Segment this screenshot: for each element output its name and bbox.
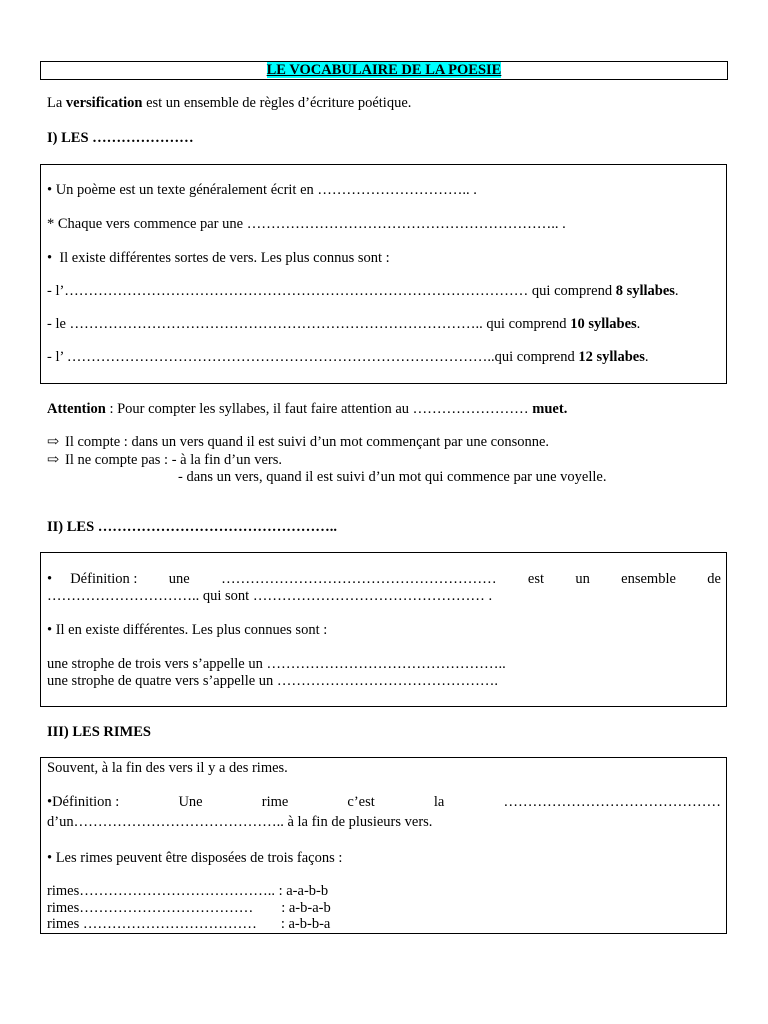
bullet-icon: • bbox=[47, 850, 53, 866]
attention-text: Attention : Pour compter les syllabes, il faut faire attention au …………………… muet. bbox=[47, 401, 568, 417]
vers-line: - l’…………………………………………………………………………………… qui comprend 8 syllabes. bbox=[47, 283, 679, 299]
section3-box bbox=[40, 757, 727, 934]
title-box bbox=[40, 61, 728, 80]
rule-ne-compte: ⇨ Il ne compte pas : - à la fin d’un vers. bbox=[47, 452, 283, 468]
section1-line2: * Chaque vers commence par une ……………………………………………………….. . bbox=[47, 216, 566, 232]
vers-line: - l’ ……………………………………………………………………………..qui comprend 12 syllabes. bbox=[47, 349, 649, 365]
strophe-line: une strophe de trois vers s’appelle un ………………………………………….. bbox=[47, 656, 506, 672]
strophe-line: une strophe de quatre vers s’appelle un ………………………………………. bbox=[47, 673, 499, 689]
rule-ne-compte-2: - dans un vers, quand il est suivi d’un mot qui commence par une voyelle. bbox=[178, 469, 607, 485]
section3-definition-line2: d’un…………………………………….. à la fin de plusieurs vers. bbox=[47, 814, 433, 830]
section2-definition: • Définition : une ………………………………………………… est un ensemble de bbox=[47, 571, 721, 587]
arrow-right-icon: ⇨ bbox=[47, 434, 60, 450]
section1-bullet1: • Un poème est un texte généralement écrit en ………………………….. . bbox=[47, 182, 477, 198]
rime-line: rimes ……………………………… : a-b-b-a bbox=[47, 916, 331, 932]
arrow-right-icon: ⇨ bbox=[47, 452, 60, 468]
section1-heading: I) LES ………………… bbox=[47, 130, 194, 146]
intro-text: La versification est un ensemble de règles d’écriture poétique. bbox=[47, 95, 412, 111]
section2-bullet: • Il en existe différentes. Les plus connues sont : bbox=[47, 622, 328, 638]
page-title: LE VOCABULAIRE DE LA POESIE bbox=[266, 62, 502, 78]
section2-definition-line2: ………………………….. qui sont ………………………………………… . bbox=[47, 588, 493, 604]
section3-definition: •Définition : Une rime c’est la ……………………………………… bbox=[47, 794, 721, 810]
bullet-icon: • bbox=[47, 571, 53, 587]
section3-bullet: • Les rimes peuvent être disposées de trois façons : bbox=[47, 850, 343, 866]
bullet-icon: • bbox=[47, 250, 53, 266]
section3-heading: III) LES RIMES bbox=[47, 724, 151, 740]
section3-intro: Souvent, à la fin des vers il y a des rimes. bbox=[47, 760, 288, 776]
rime-line: rimes………………………………….. : a-a-b-b bbox=[47, 883, 329, 899]
section1-box bbox=[40, 164, 727, 384]
bullet-icon: • bbox=[47, 622, 53, 638]
section1-bullet3: • Il existe différentes sortes de vers. Les plus connus sont : bbox=[47, 250, 390, 266]
vers-line: - le ………………………………………………………………………….. qui comprend 10 syllabes. bbox=[47, 316, 641, 332]
rime-line: rimes……………………………… : a-b-a-b bbox=[47, 900, 331, 916]
rule-compte: ⇨ Il compte : dans un vers quand il est suivi d’un mot commençant par une consonne. bbox=[47, 434, 550, 450]
bullet-icon: • bbox=[47, 794, 53, 810]
section2-box bbox=[40, 552, 727, 707]
bullet-icon: • bbox=[47, 182, 53, 198]
section2-heading: II) LES ………………………………………….. bbox=[47, 519, 338, 535]
